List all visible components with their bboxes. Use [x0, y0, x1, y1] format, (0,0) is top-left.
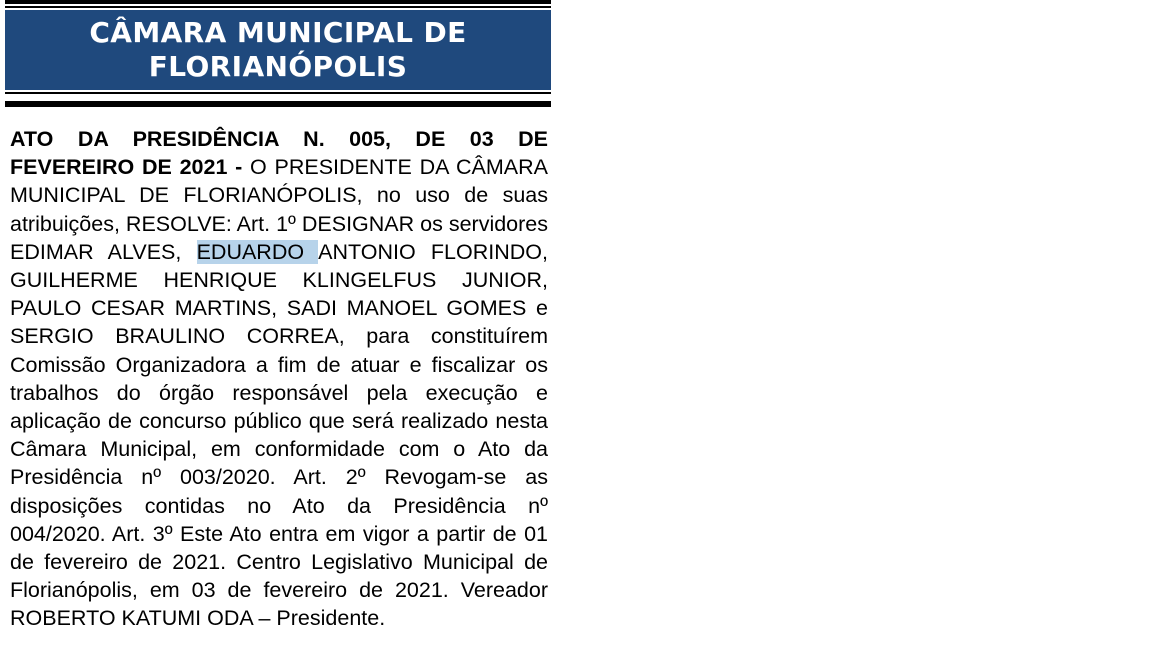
top-thin-rule: [5, 6, 551, 8]
title-banner: [5, 10, 551, 90]
bottom-thick-rule: [5, 101, 551, 107]
title-line-2: FLORIANÓPOLIS: [148, 50, 408, 83]
bottom-thin-rule: [5, 92, 551, 94]
act-text-part-1: O PRESIDENTE DA CÂMARA MUNICIPAL DE FLORIANÓPOLIS, no uso de suas atribuições, RESOLVE: Art. 1º DESIGNAR os servidores EDIMAR ALVES,: [10, 155, 548, 264]
act-heading: ATO DA PRESIDÊNCIA N. 005, DE 03 DE FEVEREIRO DE 2021 -: [10, 127, 548, 180]
top-thick-rule: [5, 0, 551, 4]
selected-text-highlight[interactable]: EDUARDO: [196, 239, 319, 264]
act-paragraph: [10, 125, 548, 633]
title-line-1: CÂMARA MUNICIPAL DE: [89, 16, 467, 49]
header-banner: [5, 0, 551, 107]
act-text-part-2: ANTONIO FLORINDO, GUILHERME HENRIQUE KLINGELFUS JUNIOR, PAULO CESAR MARTINS, SADI MANOEL GOMES e SERGIO BRAULINO CORREA, para constituírem Comissão Organizadora a fim de atuar e fiscalizar os trabalhos do órgão responsável pela execução e aplicação de concurso público que será realizado nesta Câmara Municipal, em conformidade com o Ato da Presidência nº 003/2020. Art. 2º Revogam-se as disposições contidas no Ato da Presidência nº 004/2020. Art. 3º Este Ato entra em vigor a partir de 01 de fevereiro de 2021. Centro Legislativo Municipal de Florianópolis, em 03 de fevereiro de 2021. Vereador ROBERTO KATUMI ODA – Presidente.: [10, 239, 548, 631]
page-title: [68, 16, 488, 84]
